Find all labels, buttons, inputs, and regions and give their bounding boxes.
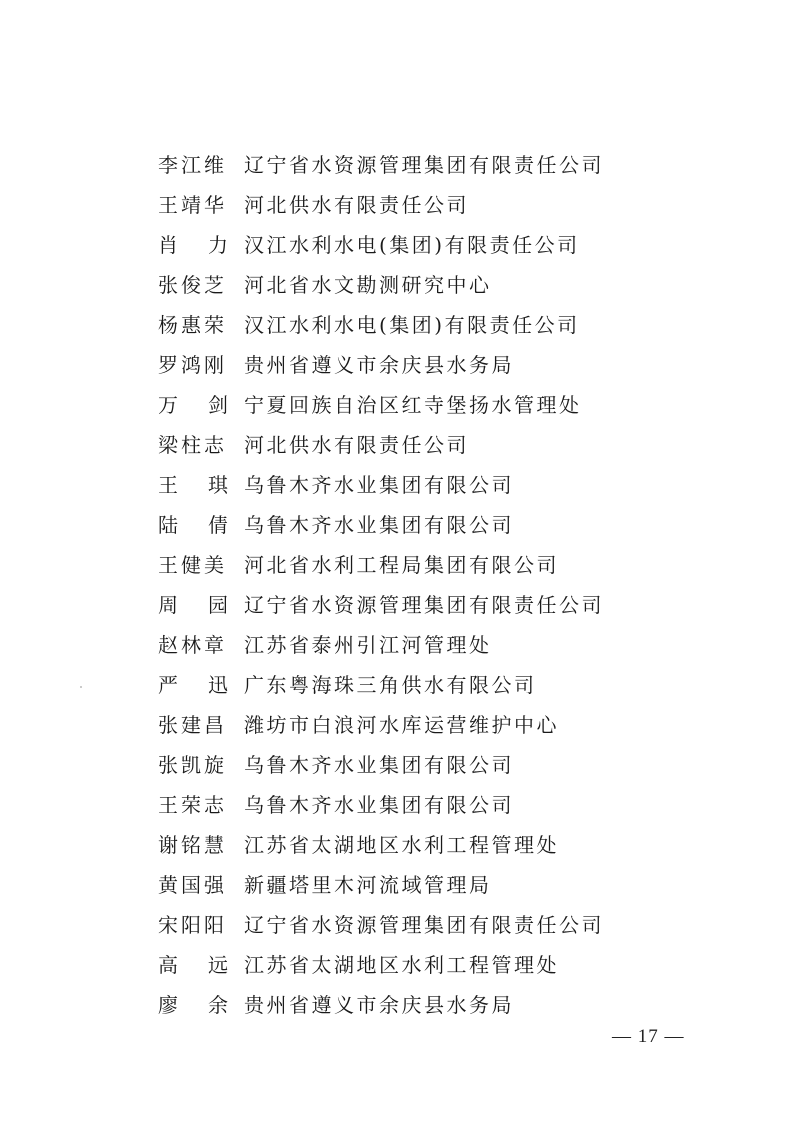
- person-name: [158, 509, 228, 538]
- list-item: [158, 383, 718, 423]
- list-item: [158, 943, 718, 983]
- organization-name: 乌鲁木齐水业集团有限公司: [244, 512, 514, 537]
- list-item: [158, 983, 718, 1023]
- list-item: [158, 343, 718, 383]
- person-name: 梁柱志: [158, 432, 227, 457]
- organization-name: 河北供水有限责任公司: [244, 432, 469, 457]
- organization-name: 潍坊市白浪河水库运营维护中心: [244, 712, 559, 737]
- person-name: [158, 949, 228, 978]
- organization-name: 新疆塔里木河流域管理局: [244, 872, 492, 897]
- person-name: [158, 669, 228, 698]
- person-name-char: 周: [158, 592, 178, 617]
- person-name: 赵林章: [158, 632, 227, 657]
- person-name-char: 陆: [158, 512, 178, 537]
- person-name: [158, 589, 228, 618]
- scan-speck: [80, 686, 82, 688]
- person-name: [158, 469, 228, 498]
- organization-name: 乌鲁木齐水业集团有限公司: [244, 792, 514, 817]
- person-name: [158, 989, 228, 1018]
- person-name: 谢铭慧: [158, 832, 227, 857]
- person-name-char: 王: [158, 472, 178, 497]
- organization-name: 河北供水有限责任公司: [244, 192, 469, 217]
- organization-name: 乌鲁木齐水业集团有限公司: [244, 752, 514, 777]
- person-name-char: 琪: [208, 472, 228, 497]
- organization-name: 宁夏回族自治区红寺堡扬水管理处: [244, 392, 582, 417]
- person-name-char: 力: [208, 232, 228, 257]
- person-name-char: 肖: [158, 232, 178, 257]
- person-name: 张建昌: [158, 712, 227, 737]
- person-name: 宋阳阳: [158, 912, 227, 937]
- person-name: 张凯旋: [158, 752, 227, 777]
- organization-name: 广东粤海珠三角供水有限公司: [244, 672, 537, 697]
- person-name-char: 万: [158, 392, 178, 417]
- list-item: [158, 823, 718, 863]
- person-name-char: 剑: [208, 392, 228, 417]
- person-name-char: 严: [158, 672, 178, 697]
- list-item: [158, 743, 718, 783]
- list-item: [158, 783, 718, 823]
- person-name: 王靖华: [158, 192, 227, 217]
- organization-name: 汉江水利水电(集团)有限责任公司: [244, 232, 580, 257]
- list-item: [158, 263, 718, 303]
- name-list: [158, 143, 718, 1023]
- list-item: [158, 663, 718, 703]
- person-name-char: 迅: [208, 672, 228, 697]
- list-item: [158, 423, 718, 463]
- person-name: 杨惠荣: [158, 312, 227, 337]
- organization-name: 贵州省遵义市余庆县水务局: [244, 992, 514, 1017]
- person-name-char: 倩: [208, 512, 228, 537]
- list-item: [158, 863, 718, 903]
- person-name: 张俊芝: [158, 272, 227, 297]
- organization-name: 江苏省太湖地区水利工程管理处: [244, 952, 559, 977]
- person-name-char: 远: [208, 952, 228, 977]
- person-name: 李江维: [158, 152, 227, 177]
- list-item: [158, 463, 718, 503]
- organization-name: 江苏省太湖地区水利工程管理处: [244, 832, 559, 857]
- person-name: 罗鸿刚: [158, 352, 227, 377]
- person-name-char: 廖: [158, 992, 178, 1017]
- person-name-char: 余: [208, 992, 228, 1017]
- list-item: [158, 703, 718, 743]
- list-item: [158, 583, 718, 623]
- list-item: [158, 503, 718, 543]
- person-name-char: 高: [158, 952, 178, 977]
- organization-name: 辽宁省水资源管理集团有限责任公司: [244, 912, 604, 937]
- person-name: [158, 389, 228, 418]
- list-item: [158, 183, 718, 223]
- list-item: [158, 543, 718, 583]
- page-number: — 17 —: [612, 1026, 685, 1047]
- organization-name: 河北省水文勘测研究中心: [244, 272, 492, 297]
- person-name: 王荣志: [158, 792, 227, 817]
- organization-name: 河北省水利工程局集团有限公司: [244, 552, 559, 577]
- list-item: [158, 143, 718, 183]
- person-name-char: 园: [208, 592, 228, 617]
- organization-name: 贵州省遵义市余庆县水务局: [244, 352, 514, 377]
- list-item: [158, 303, 718, 343]
- list-item: [158, 903, 718, 943]
- person-name: 黄国强: [158, 872, 227, 897]
- organization-name: 江苏省泰州引江河管理处: [244, 632, 492, 657]
- list-item: [158, 223, 718, 263]
- organization-name: 辽宁省水资源管理集团有限责任公司: [244, 152, 604, 177]
- list-item: [158, 623, 718, 663]
- organization-name: 乌鲁木齐水业集团有限公司: [244, 472, 514, 497]
- person-name: [158, 229, 228, 258]
- organization-name: 辽宁省水资源管理集团有限责任公司: [244, 592, 604, 617]
- organization-name: 汉江水利水电(集团)有限责任公司: [244, 312, 580, 337]
- person-name: 王健美: [158, 552, 227, 577]
